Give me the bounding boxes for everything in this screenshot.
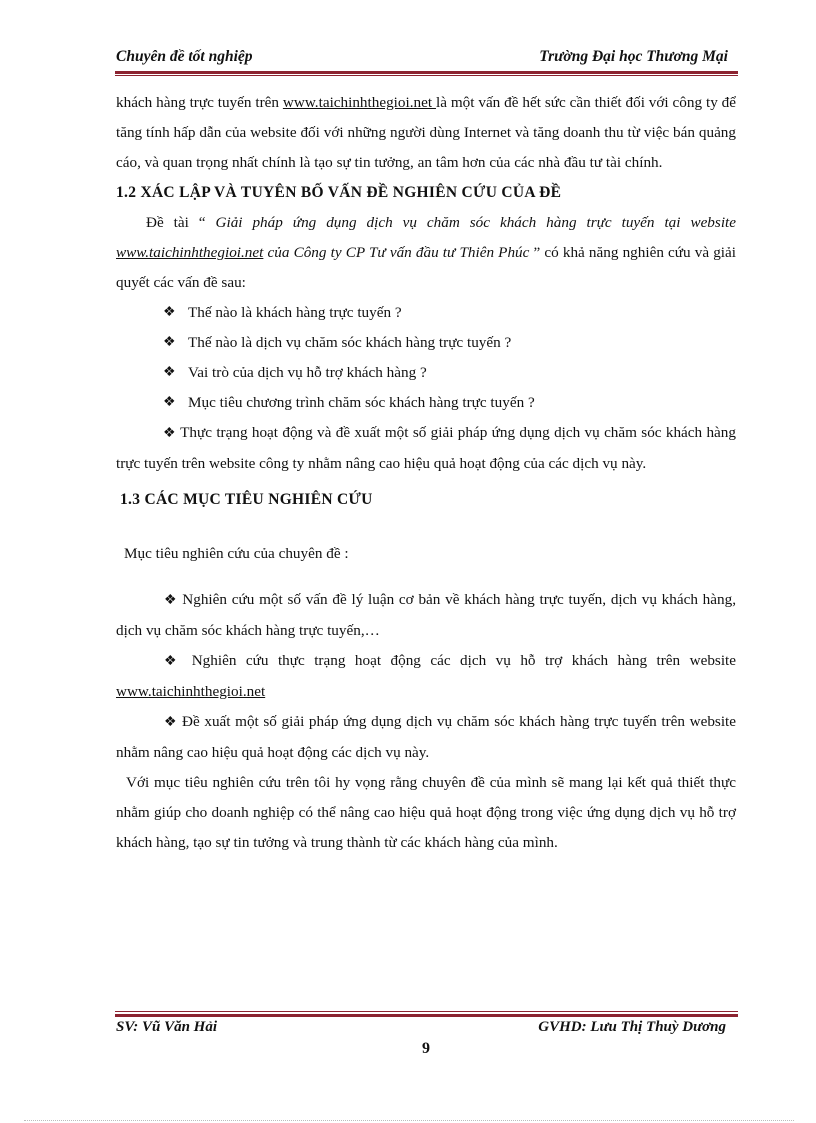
diamond-bullet-icon: ❖ (163, 335, 176, 350)
page-number: 9 (422, 1040, 430, 1057)
header-right: Trường Đại học Thương Mại (539, 48, 728, 65)
header-rule-thick (115, 71, 738, 74)
page-header (116, 46, 736, 72)
page-content (116, 88, 736, 858)
section-1-2-heading: 1.2 XÁC LẬP VÀ TUYÊN BỐ VẤN ĐỀ NGHIÊN CỨU CỦA ĐỀ (116, 184, 562, 201)
website-link[interactable]: www.taichinhthegioi.net (282, 94, 436, 111)
diamond-bullet-icon: ❖ (163, 305, 176, 320)
list-item: ❖ Mục tiêu chương trình chăm sóc khách hàng trực tuyến ? (116, 388, 736, 418)
website-link[interactable]: www.taichinhthegioi.net (116, 244, 264, 261)
section-1-3-heading: 1.3 CÁC MỤC TIÊU NGHIÊN CỨU (120, 491, 373, 508)
objectives-lead: Mục tiêu nghiên cứu của chuyên đề : (124, 545, 349, 562)
diamond-bullet-icon: ❖ (164, 593, 178, 608)
header-rule-thin (115, 75, 738, 76)
website-link[interactable]: www.taichinhthegioi.net (116, 683, 266, 700)
footer-student: SV: Vũ Văn Hải (116, 1019, 218, 1035)
diamond-bullet-icon: ❖ (163, 365, 176, 380)
list-item: ❖ Thế nào là khách hàng trực tuyến ? (116, 298, 736, 328)
objective-item: ❖ Nghiên cứu một số vấn đề lý luận cơ bản về khách hàng trực tuyến, dịch vụ khách hàng, dịch vụ chăm sóc khách hàng trực tuyến,… (116, 591, 736, 639)
objective-item: ❖ Nghiên cứu thực trạng hoạt động các dịch vụ hỗ trợ khách hàng trên website www.taichinhthegioi.net (116, 652, 736, 700)
diamond-bullet-icon: ❖ (163, 395, 176, 410)
footer-advisor: GVHD: Lưu Thị Thuỳ Dương (538, 1019, 726, 1035)
footer-rule-thin (115, 1011, 738, 1012)
objective-item: ❖ Đề xuất một số giải pháp ứng dụng dịch vụ chăm sóc khách hàng trực tuyến trên website nhằm nâng cao hiệu quả hoạt động các dịch vụ này. (116, 713, 736, 761)
list-item: ❖ Thực trạng hoạt động và đề xuất một số giải pháp ứng dụng dịch vụ chăm sóc khách hàng trực tuyến trên website công ty nhằm nâng cao hiệu quả hoạt động của các dịch vụ này. (116, 424, 736, 472)
intro-paragraph: khách hàng trực tuyến trên www.taichinhthegioi.net là một vấn đề hết sức cần thiết đối với công ty để tăng tính hấp dẫn của website đối với những người dùng Internet và tăng doanh thu từ việc bán quảng cáo, và quan trọng nhất chính là tạo sự tin tưởng, an tâm hơn của các nhà đầu tư tài chính. (116, 94, 737, 171)
question-list (116, 298, 736, 418)
page-bottom-border (24, 1120, 794, 1121)
header-left: Chuyên đề tốt nghiệp (116, 48, 253, 65)
diamond-bullet-icon: ❖ (164, 715, 178, 730)
diamond-bullet-icon: ❖ (163, 426, 177, 441)
diamond-bullet-icon: ❖ (164, 654, 183, 669)
page-footer (116, 1019, 736, 1041)
list-item: ❖ Thế nào là dịch vụ chăm sóc khách hàng trực tuyến ? (116, 328, 736, 358)
topic-paragraph: Đề tài “ Giải pháp ứng dụng dịch vụ chăm sóc khách hàng trực tuyến tại website www.taichinhthegioi.net của Công ty CP Tư vấn đầu tư Thiên Phúc ” có khả năng nghiên cứu và giải quyết các vấn đề sau: (116, 214, 736, 291)
closing-paragraph: Với mục tiêu nghiên cứu trên tôi hy vọng rằng chuyên đề của mình sẽ mang lại kết quả thiết thực nhằm giúp cho doanh nghiệp có thể nâng cao hiệu quả hoạt động trong việc ứng dụng dịch vụ hỗ trợ khách hàng, tạo sự tin tưởng và trung thành từ các khách hàng của mình. (116, 774, 736, 851)
footer-rule-thick (115, 1014, 738, 1017)
list-item: ❖ Vai trò của dịch vụ hỗ trợ khách hàng ? (116, 358, 736, 388)
